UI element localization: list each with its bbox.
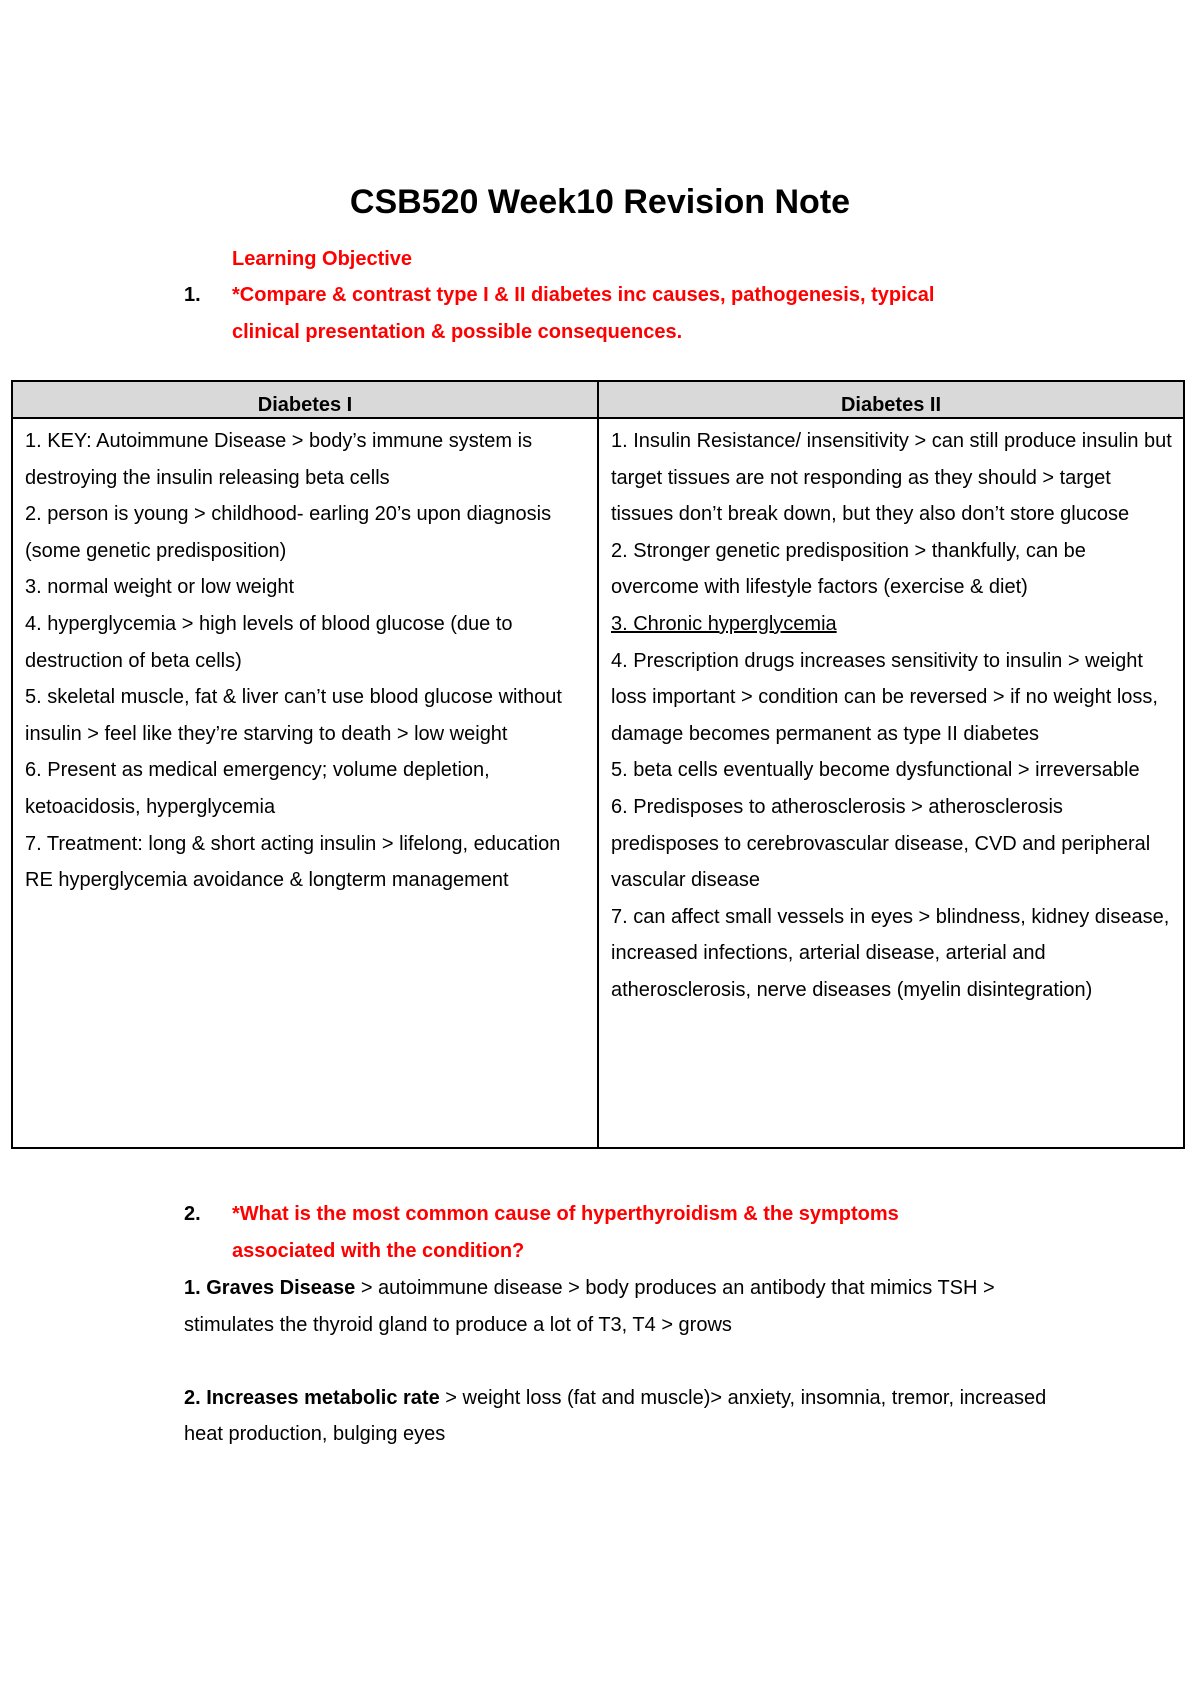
diabetes-1-point: 1. KEY: Autoimmune Disease > body’s immune system is destroying the insulin releasing beta cells [25,430,533,489]
answer-prefix: 2. [184,1386,207,1409]
diabetes-2-point: 2. Stronger genetic predisposition > thankfully, can be overcome with lifestyle factors (exercise & diet) [611,539,1086,599]
question-2-text: *What is the most common cause of hyperthyroidism & the symptoms associated with the condition? [232,1203,899,1262]
learning-objective-heading: Learning Objective [232,248,413,270]
question-1 [184,277,984,350]
question-1-number: 1. [184,284,201,306]
diabetes-1-cell [12,418,598,1148]
diabetes-2-point: 1. Insulin Resistance/ insensitivity > can still produce insulin but target tissues are not responding as they should > target tissues don’t break down, but they also don’t store glucose [611,430,1172,526]
diabetes-1-point: 6. Present as medical emergency; volume depletion, ketoacidosis, hyperglycemia [25,759,490,818]
header-diabetes-1: Diabetes I [12,381,598,418]
answer-text: > autoimmune disease > body produces an antibody that mimics TSH > stimulates the thyroid gland to produce a lot of T3, T4 > grows [184,1277,995,1336]
diabetes-1-point: 2. person is young > childhood- earling 20’s upon diagnosis (some genetic predisposition) [25,503,552,562]
answer-text: > weight loss (fat and muscle)> anxiety, insomnia, tremor, increased heat production, bulging eyes [184,1386,1047,1445]
answer-item [184,1270,1084,1343]
answer-item [184,1380,1084,1453]
diabetes-2-point: 6. Predisposes to atherosclerosis > atherosclerosis predisposes to cerebrovascular disease, CVD and peripheral vascular disease [611,795,1151,892]
question-2 [184,1196,984,1269]
diabetes-comparison-table [11,380,1185,1149]
diabetes-2-point: 5. beta cells eventually become dysfunctional > irreversable [611,759,1140,782]
page-title: CSB520 Week10 Revision Note [349,183,851,221]
diabetes-2-cell [598,418,1184,1148]
answer-term: Increases metabolic rate [206,1386,440,1409]
diabetes-2-point: 3. Chronic hyperglycemia [611,612,837,635]
diabetes-1-point: 3. normal weight or low weight [25,576,295,599]
diabetes-1-point: 7. Treatment: long & short acting insulin > lifelong, education RE hyperglycemia avoidance & longterm management [25,832,561,892]
answer-term: Graves Disease [206,1277,356,1299]
answer-prefix: 1. [184,1277,207,1299]
diabetes-1-point: 4. hyperglycemia > high levels of blood glucose (due to destruction of beta cells) [25,612,513,672]
question-2-answers [184,1270,1084,1489]
diabetes-2-point: 4. Prescription drugs increases sensitivity to insulin > weight loss important > condition can be reversed > if no weight loss, damage becomes permanent as type II diabetes [611,649,1158,745]
diabetes-2-point: 7. can affect small vessels in eyes > blindness, kidney disease, increased infections, arterial disease, arterial and atherosclerosis, nerve diseases (myelin disintegration) [611,905,1170,1001]
header-diabetes-2: Diabetes II [598,381,1184,418]
question-1-text: *Compare & contrast type I & II diabetes inc causes, pathogenesis, typical clinical presentation & possible consequences. [232,284,935,343]
diabetes-1-point: 5. skeletal muscle, fat & liver can’t use blood glucose without insulin > feel like they’re starving to death > low weight [25,686,562,745]
question-2-number: 2. [184,1203,201,1225]
